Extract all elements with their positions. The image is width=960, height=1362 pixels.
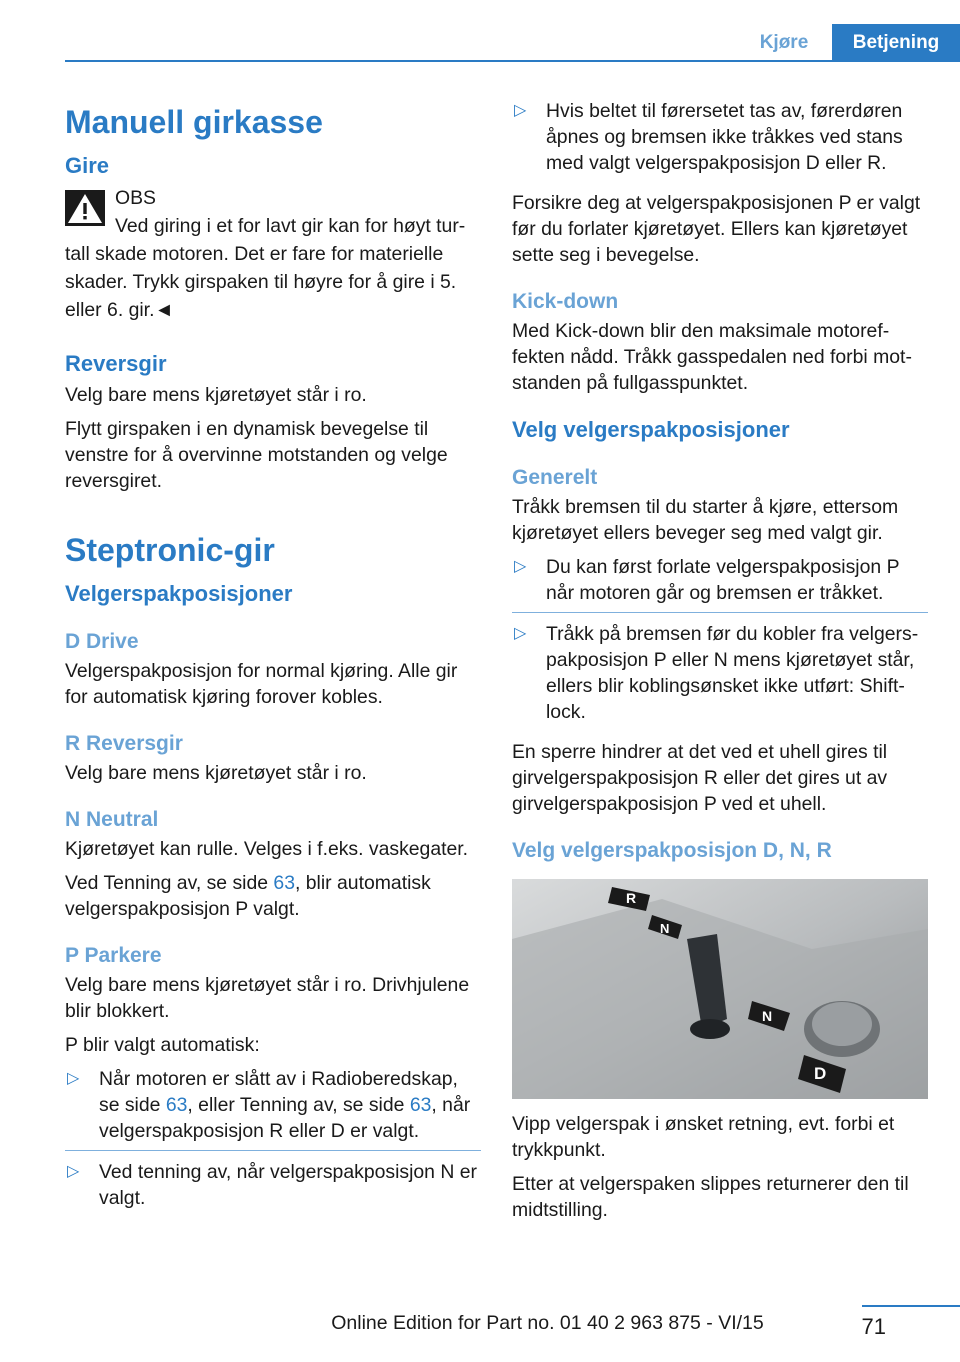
heading-d-drive: D Drive [65,630,139,653]
p-auto-list-continued [512,98,928,182]
reversgir-p1: Velg bare mens kjøretøyet står i ro. [65,384,367,406]
chapter-tabs [736,24,960,61]
triangle-bullet-icon: ▷ [67,1070,80,1087]
photo-label-n2: N [762,1008,773,1024]
header-rule [65,60,960,62]
generelt-list [512,554,928,731]
forsikre-text: Forsikre deg at velgerspakposisjonen P er valgt før du forlater kjøretøyet. Ellers kan kjøretøyet sette seg i bevegelse. [512,192,921,266]
heading-r-reversgir: R Reversgir [65,732,183,755]
p-parkere-text1: Velg bare mens kjøretøyet står i ro. Drivhjulene blir blokkert. [65,974,470,1022]
n-neutral-text1: Kjøretøyet kan rulle. Velges i f.eks. vaskegater. [65,838,469,860]
photo-label-r: R [626,890,637,906]
page-link[interactable]: 63 [273,872,295,894]
p-parkere-text2: P blir valgt automatisk: [65,1034,260,1056]
kick-down-text: Med Kick-down blir den maksimale motoreffekten nådd. Tråkk gasspedalen ned forbi motstanden på fullgasspunktet. [512,320,912,394]
triangle-bullet-icon: ▷ [514,625,527,642]
warning-text: Ved giring i et for lavt gir kan for høyt turtall skade motoren. Det er fare for materielle skader. Trykk girspaken til høyre for å gire i 5. eller 6. gir.◄ [65,215,466,321]
heading-velg-dnr: Velg velgerspakposisjon D, N, R [512,839,832,862]
etter-text: Etter at velgerspaken slippes returnerer den til midtstilling. [512,1173,909,1221]
vipp-text: Vipp velgerspak i ønsket retning, evt. forbi et trykkpunkt. [512,1113,895,1161]
page-link[interactable]: 63 [409,1094,432,1116]
list-item: ▷ Tråkk på bremsen før du kobler fra velgerspakposisjon P eller N mens kjøretøyet står, ellers blir koblingsønsket ikke utført: Shift-lock. [514,623,919,723]
triangle-bullet-icon: ▷ [67,1163,80,1180]
warning-icon [65,190,105,226]
gear-selector-photo [512,879,928,1099]
warning-label: OBS [115,187,156,209]
p-auto-list [65,1066,481,1217]
sperre-text: En sperre hindrer at det ved et uhell gires til girvelgerspakposisjon R eller det gires ut av girvelgerspakposisjon P ved et uhell. [512,741,888,815]
list-item: ▷ Ved tenning av, når velgerspakposisjon N er valgt. [67,1161,477,1209]
heading-p-parkere: P Parkere [65,944,162,967]
photo-label-d: D [814,1064,827,1083]
tab-betjening[interactable]: Betjening [832,24,960,61]
d-drive-text: Velgerspakposisjon for normal kjøring. Alle gir for automatisk kjøring forover kobles. [65,660,458,708]
n-neutral-text2: Ved Tenning av, se side 63, blir automatisk velgerspakposisjon P valgt. [65,872,431,920]
triangle-bullet-icon: ▷ [514,102,527,119]
reversgir-p2: Flytt girspaken i en dynamisk bevegelse til venstre for å overvinne motstanden og velge reversgiret. [65,418,448,492]
warning-box [65,184,481,324]
heading-velgerspakposisjoner: Velgerspakposisjoner [65,581,293,606]
generelt-text: Tråkk bremsen til du starter å kjøre, ettersom kjøretøyet ellers beveger seg med valgt gir. [512,496,899,544]
footer-rule [862,1305,960,1307]
edition-footer: Online Edition for Part no. 01 40 2 963 875 - VI/15 [331,1312,764,1334]
triangle-bullet-icon: ▷ [514,558,527,575]
heading-generelt: Generelt [512,466,598,489]
r-reversgir-text: Velg bare mens kjøretøyet står i ro. [65,762,367,784]
list-item: ▷ Du kan først forlate velgerspakposisjon P når motoren går og bremsen er tråkket. [512,554,928,613]
page-number: 71 [861,1314,886,1339]
list-item: ▷ Når motoren er slått av i Radioberedskap, se side 63, eller Tenning av, se side 63, når velgerspakposisjon R eller D er valgt. [65,1066,481,1151]
heading-kick-down: Kick-down [512,290,619,313]
section-title-steptronic: Steptronic-gir [65,532,275,568]
right-column [512,98,928,1231]
left-column [65,98,481,1225]
tab-kjore[interactable]: Kjøre [759,32,809,53]
section-title-manuell: Manuell girkasse [65,104,323,140]
photo-label-n: N [660,921,670,936]
list-item: ▷ Hvis beltet til førersetet tas av, førerdøren åpnes og bremsen ikke tråkkes ved stans med valgt velgerspakposisjon D eller R. [514,100,903,174]
page-link[interactable]: 63 [165,1094,188,1116]
heading-velg-velgerspakposisjoner: Velg velgerspakposisjoner [512,417,790,442]
heading-n-neutral: N Neutral [65,808,159,831]
heading-reversgir: Reversgir [65,351,167,376]
heading-gire: Gire [65,153,110,178]
